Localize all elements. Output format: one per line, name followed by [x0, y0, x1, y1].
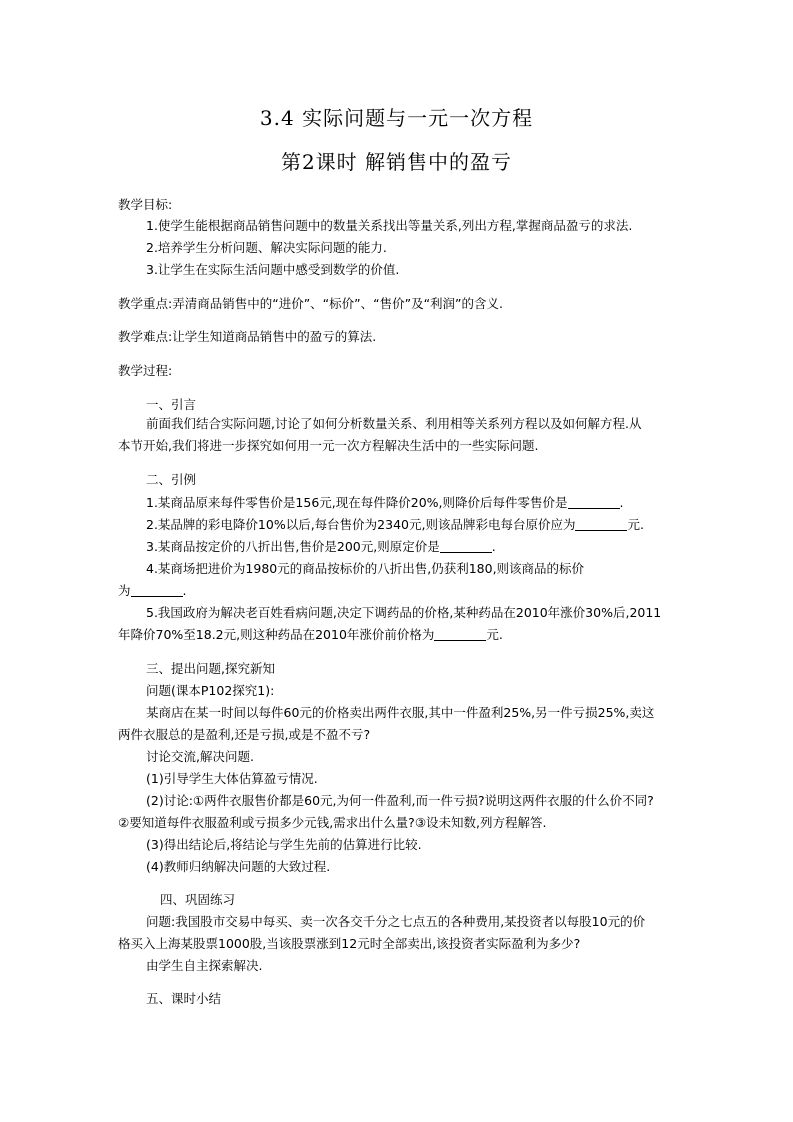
process-heading: 教学过程:: [118, 363, 173, 378]
section-heading-explore: 三、提出问题,探究新知: [146, 661, 275, 676]
question-text: 为: [118, 583, 131, 598]
answer-blank[interactable]: [440, 538, 492, 553]
goal-item: 1.使学生能根据商品销售问题中的数量关系找出等量关系,列出方程,掌握商品盈亏的求法.: [146, 218, 633, 233]
answer-blank[interactable]: [568, 494, 620, 509]
section-heading-practice: 四、巩固练习: [160, 892, 236, 907]
question-5-continued: [118, 626, 688, 644]
step-item: (4)教师归纳解决问题的大致过程.: [146, 859, 331, 874]
document-title: 3.4 实际问题与一元一次方程: [259, 106, 534, 130]
answer-blank[interactable]: [575, 516, 627, 531]
paragraph-line: 某商店在某一时间以每件60元的价格卖出两件衣服,其中一件盈利25%,另一件亏损25%,卖这: [146, 705, 655, 720]
key-point: 教学重点:弄清商品销售中的“进价”、“标价”、“售价”及“利润”的含义.: [118, 296, 503, 311]
question-text: 年降价70%至18.2元,则这种药品在2010年涨价前价格为: [118, 627, 435, 642]
question-1: [146, 494, 688, 512]
question-text-end: 元.: [486, 627, 503, 642]
section-heading-examples: 二、引例: [146, 472, 197, 487]
question-text-end: .: [182, 583, 187, 598]
question-4-continued: [118, 582, 688, 600]
question-4: 4.某商场把进价为1980元的商品按标价的八折出售,仍获利180,则该商品的标价: [146, 561, 585, 576]
goal-item: 2.培养学生分析问题、解决实际问题的能力.: [146, 240, 387, 255]
question-text-end: .: [491, 539, 496, 554]
question-2: [146, 516, 688, 534]
paragraph-line: 讨论交流,解决问题.: [146, 749, 254, 764]
paragraph-line: 格买入上海某股票1000股,当该股票涨到12元时全部卖出,该投资者实际盈利为多少?: [118, 936, 581, 951]
question-text-end: .: [619, 495, 624, 510]
question-text: 2.某品牌的彩电降价10%以后,每台售价为2340元,则该品牌彩电每台原价应为: [146, 517, 576, 532]
answer-blank[interactable]: [434, 626, 486, 641]
step-item: (2)讨论:①两件衣服售价都是60元,为何一件盈利,而一件亏损?说明这两件衣服的什么价不同?: [146, 793, 654, 808]
problem-label: 问题(课本P102探究1):: [146, 683, 275, 698]
difficulty: 教学难点:让学生知道商品销售中的盈亏的算法.: [118, 329, 377, 344]
question-3: [146, 538, 688, 556]
step-item: (1)引导学生大体估算盈亏情况.: [146, 771, 318, 786]
step-item-continued: ②要知道每件衣服盈利或亏损多少元钱,需求出什么量?③设未知数,列方程解答.: [118, 815, 547, 830]
question-text: 1.某商品原来每件零售价是156元,现在每件降价20%,则降价后每件零售价是: [146, 495, 568, 510]
document-subtitle: 第2课时 解销售中的盈亏: [280, 150, 513, 174]
question-5: 5.我国政府为解决老百姓看病问题,决定下调药品的价格,某种药品在2010年涨价30%后,2011: [146, 605, 662, 620]
paragraph-line: 由学生自主探索解决.: [146, 958, 263, 973]
paragraph-line: 前面我们结合实际问题,讨论了如何分析数量关系、利用相等关系列方程以及如何解方程.从: [146, 416, 642, 431]
goals-heading: 教学目标:: [118, 197, 173, 212]
paragraph-line: 问题:我国股市交易中每买、卖一次各交千分之七点五的各种费用,某投资者以每股10元的价: [146, 914, 646, 929]
section-heading-intro: 一、引言: [146, 397, 197, 412]
question-text-end: 元.: [627, 517, 644, 532]
paragraph-line: 本节开始,我们将进一步探究如何用一元一次方程解决生活中的一些实际问题.: [118, 438, 539, 453]
question-text: 3.某商品按定价的八折出售,售价是200元,则原定价是: [146, 539, 440, 554]
answer-blank[interactable]: [131, 582, 183, 597]
paragraph-line: 两件衣服总的是盈利,还是亏损,或是不盈不亏?: [118, 727, 371, 742]
goal-item: 3.让学生在实际生活问题中感受到数学的价值.: [146, 262, 400, 277]
section-heading-summary: 五、课时小结: [146, 991, 222, 1006]
step-item: (3)得出结论后,将结论与学生先前的估算进行比较.: [146, 837, 422, 852]
